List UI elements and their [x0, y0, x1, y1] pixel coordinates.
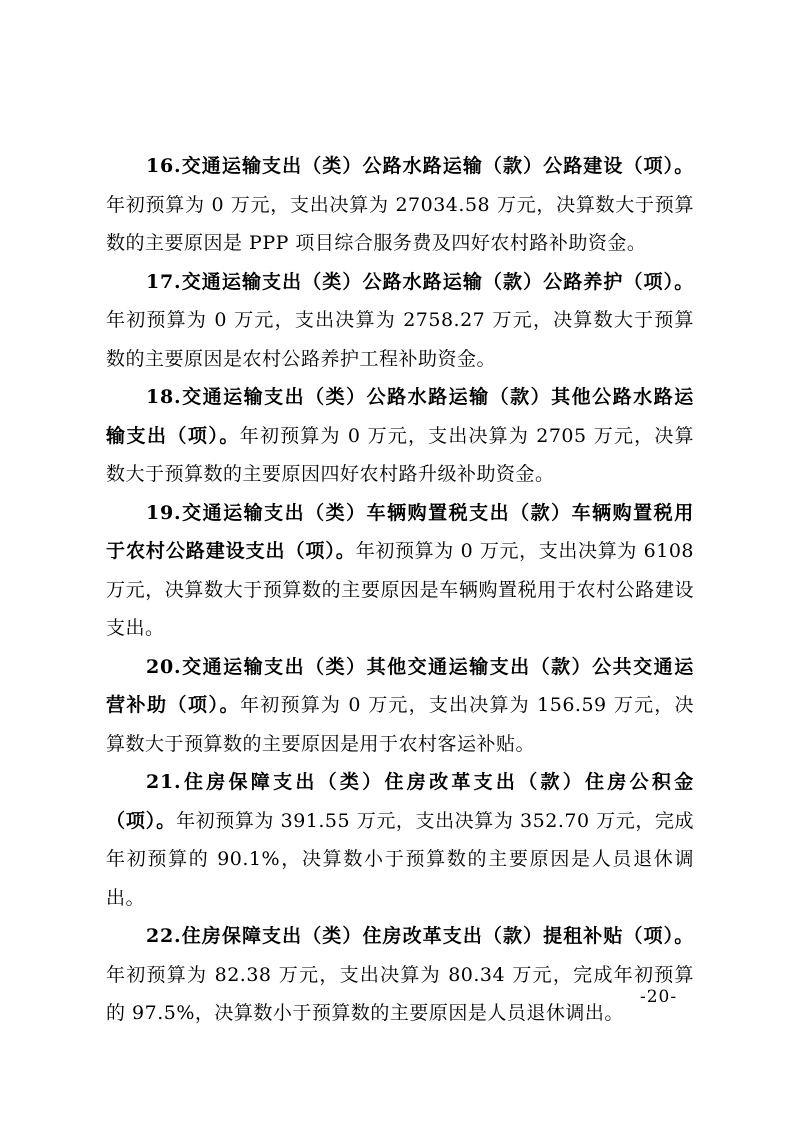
paragraph-item-17 [106, 263, 694, 379]
document-body [106, 147, 694, 1033]
paragraph-heading: 18.交通运输支出（类）公路水路运输（款）其他公路水路运输支出（项）。 [106, 386, 694, 447]
paragraph-heading: 22.住房保障支出（类）住房改革支出（款）提租补贴（项）。 [146, 925, 694, 947]
paragraph-text: 年初预算为 391.55 万元，支出决算为 352.70 万元，完成年初预算的 90.1%，决算数小于预算数的主要原因是人员退休调出。 [106, 809, 695, 909]
paragraph-heading: 17.交通运输支出（类）公路水路运输（款）公路养护（项）。 [146, 270, 694, 293]
paragraph-text: 年初预算为 0 万元，支出决算为 156.59 万元，决算数大于预算数的主要原因是用于农村客运补贴。 [106, 694, 694, 755]
page-number: -20- [640, 987, 678, 1007]
paragraph-item-21 [106, 763, 694, 917]
paragraph-text: 年初预算为 0 万元，支出决算为 6108 万元，决算数大于预算数的主要原因是车辆购置税用于农村公路建设支出。 [106, 540, 695, 639]
paragraph-item-16 [106, 147, 694, 263]
paragraph-text: 年初预算为 82.38 万元，支出决算为 80.34 万元，完成年初预算的 97.5%，决算数小于预算数的主要原因是人员退休调出。 [106, 963, 694, 1024]
paragraph-text: 年初预算为 0 万元，支出决算为 2758.27 万元，决算数大于预算数的主要原因是农村公路养护工程补助资金。 [106, 309, 694, 370]
paragraph-heading: 21.住房保障支出（类）住房改革支出（款）住房公积金（项）。 [106, 771, 694, 832]
paragraph-item-19 [106, 494, 694, 648]
paragraph-heading: 20.交通运输支出（类）其他交通运输支出（款）公共交通运营补助（项）。 [106, 655, 694, 716]
paragraph-heading: 19.交通运输支出（类）车辆购置税支出（款）车辆购置税用于农村公路建设支出（项）。 [106, 501, 694, 562]
paragraph-item-22 [106, 917, 694, 1033]
paragraph-item-20 [106, 648, 694, 764]
paragraph-item-18 [106, 378, 694, 494]
paragraph-heading: 16.交通运输支出（类）公路水路运输（款）公路建设（项）。 [146, 155, 694, 177]
paragraph-text: 年初预算为 0 万元，支出决算为 2705 万元，决算数大于预算数的主要原因四好农村路升级补助资金。 [106, 424, 694, 485]
paragraph-text: 年初预算为 0 万元，支出决算为 27034.58 万元，决算数大于预算数的主要原因是 PPP 项目综合服务费及四好农村路补助资金。 [106, 193, 694, 254]
